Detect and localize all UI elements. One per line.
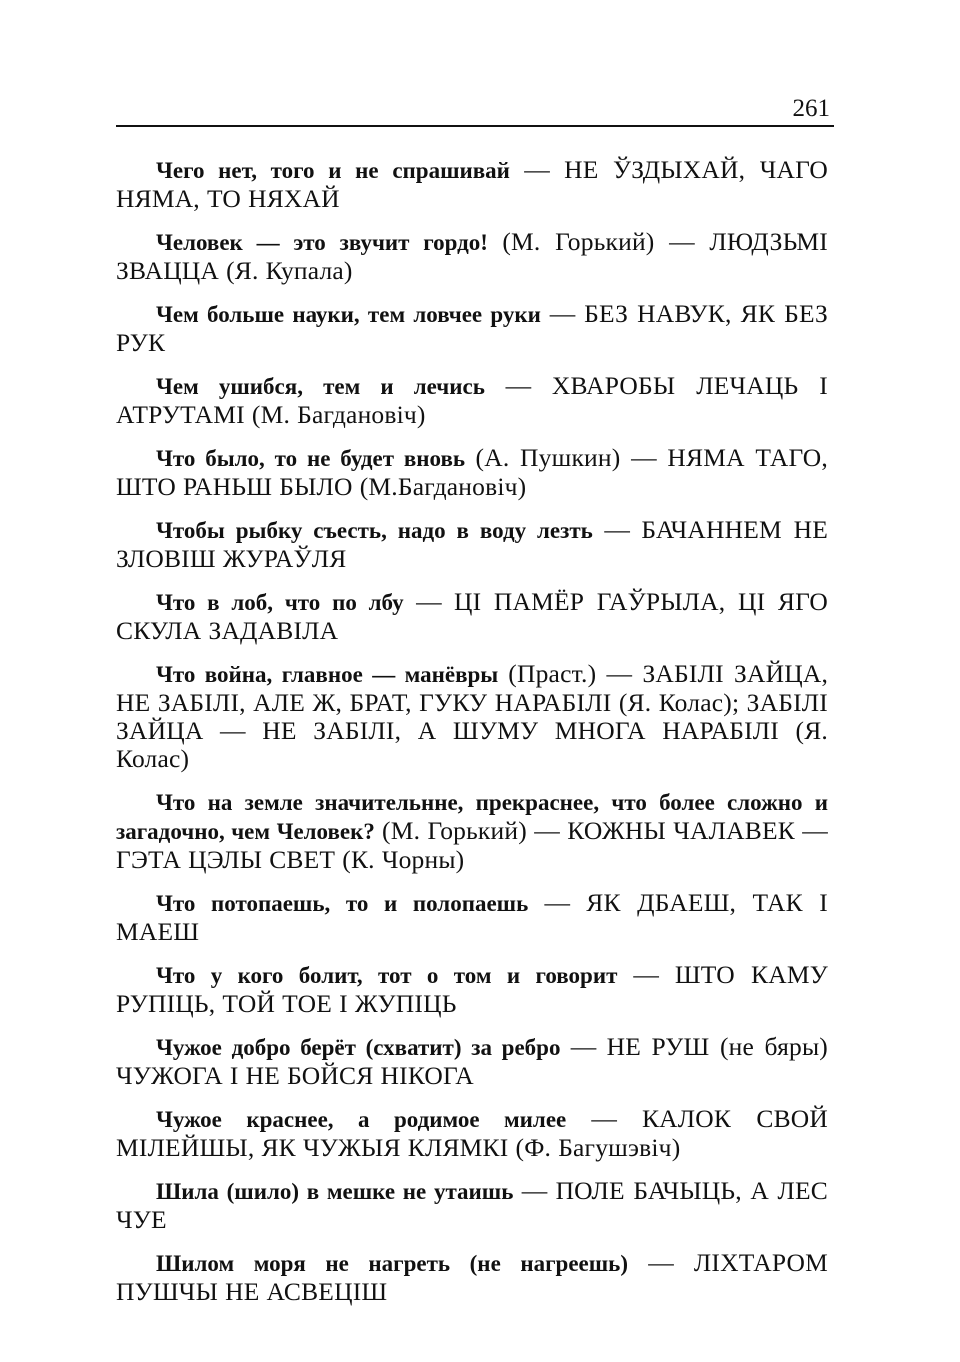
proverb-entry: Чужое краснее, а родимое милее — КАЛОК СВОЙ МІЛЕЙШЫ, ЯК ЧУЖЫЯ КЛЯМКІ (Ф. Багушэвіч) — [116, 1104, 829, 1162]
proverb-list — [116, 156, 828, 1321]
russian-proverb: Что война, главное — манёвры — [156, 662, 499, 687]
russian-proverb: Чего нет, того и не спрашивай — [156, 158, 510, 183]
proverb-entry — [116, 788, 828, 874]
belarusian-equivalent: ЦІ ПАМЁР ГАЎРЫЛА, ЦІ ЯГО СКУЛА ЗАДАВІЛА — [116, 587, 829, 645]
proverb-entry: Что у кого болит, тот о том и говорит — ШТО КАМУ РУПІЦЬ, ТОЙ ТОЕ І ЖУПІЦЬ — [116, 960, 828, 1018]
russian-proverb: Что у кого болит, тот о том и говорит — [156, 963, 618, 988]
russian-proverb: Что на земле значительнне, прекраснее, что более сложно и загадочно, чем Человек? — [116, 790, 828, 844]
russian-proverb: Чужое добро берёт (схватит) за ребро — [156, 1035, 561, 1060]
proverb-entry: Чем ушибся, тем и лечись — ХВАРОБЫ ЛЕЧАЦЬ І АТРУТАМІ (М. Багдановіч) — [116, 371, 828, 429]
header-rule — [116, 125, 834, 127]
russian-proverb: Человек — это звучит гордо! — [156, 230, 488, 255]
proverb-entry: Чужое добро берёт (схватит) за ребро — НЕ РУШ (не бяры) ЧУЖОГА І НЕ БОЙСЯ НІКОГА — [116, 1032, 829, 1090]
belarusian-equivalent: ЯК ДБАЕШ, ТАК І МАЕШ — [116, 888, 829, 946]
belarusian-equivalent: (Праст.) — ЗАБІЛІ ЗАЙЦА, НЕ ЗАБІЛІ, АЛЕ Ж, БРАТ, ГУКУ НАРАБІЛІ (Я. Колас); ЗАБІЛІ ЗАЙЦА — НЕ ЗАБІЛІ, А ШУМУ МНОГА НАРАБІЛІ (Я. Колас) — [116, 659, 829, 773]
proverb-entry: Шила (шило) в мешке не утаишь — ПОЛЕ БАЧЫЦЬ, А ЛЕС ЧУЕ — [116, 1176, 829, 1234]
russian-proverb: Чужое краснее, а родимое милее — [156, 1107, 567, 1132]
proverb-entry: Чего нет, того и не спрашивай — НЕ ЎЗДЫХАЙ, ЧАГО НЯМА, ТО НЯХАЙ — [116, 155, 829, 213]
belarusian-equivalent: НЕ ЎЗДЫХАЙ, ЧАГО НЯМА, ТО НЯХАЙ — [116, 155, 829, 213]
page-number: 261 — [792, 95, 830, 122]
russian-proverb: Что было, то не будет вновь — [156, 446, 466, 471]
belarusian-equivalent: ПОЛЕ БАЧЫЦЬ, А ЛЕС ЧУЕ — [116, 1176, 829, 1234]
russian-proverb: Что в лоб, что по лбу — [156, 590, 404, 615]
russian-proverb: Шила (шило) в мешке не утаишь — [156, 1179, 514, 1204]
proverb-entry: Что в лоб, что по лбу — ЦІ ПАМЁР ГАЎРЫЛА, ЦІ ЯГО СКУЛА ЗАДАВІЛА — [116, 587, 829, 645]
belarusian-equivalent: (М. Горький) — КОЖНЫ ЧАЛАВЕК — ГЭТА ЦЭЛЫ СВЕТ (К. Чорны) — [116, 816, 828, 874]
belarusian-equivalent: (М. Горький) — ЛЮДЗЬМІ ЗВАЦЦА (Я. Купала) — [116, 227, 828, 285]
proverb-entry — [116, 660, 828, 773]
belarusian-equivalent: (А. Пушкин) — НЯМА ТАГО, ШТО РАНЬШ БЫЛО (М.Багдановіч) — [116, 443, 828, 501]
proverb-entry — [116, 444, 828, 501]
proverb-entry: Чтобы рыбку съесть, надо в воду лезть — БАЧАННЕМ НЕ ЗЛОВІШ ЖУРАЎЛЯ — [116, 515, 828, 573]
belarusian-equivalent: ЛІХТАРОМ ПУШЧЫ НЕ АСВЕЦІШ — [116, 1248, 829, 1306]
russian-proverb: Что потопаешь, то и полопаешь — [156, 891, 529, 916]
russian-proverb: Чем ушибся, тем и лечись — [156, 374, 485, 399]
belarusian-equivalent: БЕЗ НАВУК, ЯК БЕЗ РУК — [116, 299, 829, 357]
belarusian-equivalent: КАЛОК СВОЙ МІЛЕЙШЫ, ЯК ЧУЖЫЯ КЛЯМКІ (Ф. Багушэвіч) — [116, 1104, 829, 1162]
belarusian-equivalent: БАЧАННЕМ НЕ ЗЛОВІШ ЖУРАЎЛЯ — [116, 515, 828, 573]
belarusian-equivalent: НЕ РУШ (не бяры) ЧУЖОГА І НЕ БОЙСЯ НІКОГА — [116, 1032, 829, 1090]
belarusian-equivalent: ХВАРОБЫ ЛЕЧАЦЬ І АТРУТАМІ (М. Багдановіч) — [116, 371, 828, 429]
russian-proverb: Чем больше науки, тем ловчее руки — [156, 302, 541, 327]
proverb-entry: Чем больше науки, тем ловчее руки — БЕЗ НАВУК, ЯК БЕЗ РУК — [116, 299, 829, 357]
russian-proverb: Шилом моря не нагреть (не нагреешь) — [156, 1251, 628, 1276]
proverb-entry — [116, 228, 828, 285]
belarusian-equivalent: ШТО КАМУ РУПІЦЬ, ТОЙ ТОЕ І ЖУПІЦЬ — [116, 960, 828, 1018]
proverb-entry: Шилом моря не нагреть (не нагреешь) — ЛІХТАРОМ ПУШЧЫ НЕ АСВЕЦІШ — [116, 1248, 829, 1306]
russian-proverb: Чтобы рыбку съесть, надо в воду лезть — [156, 518, 593, 543]
proverb-entry: Что потопаешь, то и полопаешь — ЯК ДБАЕШ, ТАК І МАЕШ — [116, 888, 829, 946]
